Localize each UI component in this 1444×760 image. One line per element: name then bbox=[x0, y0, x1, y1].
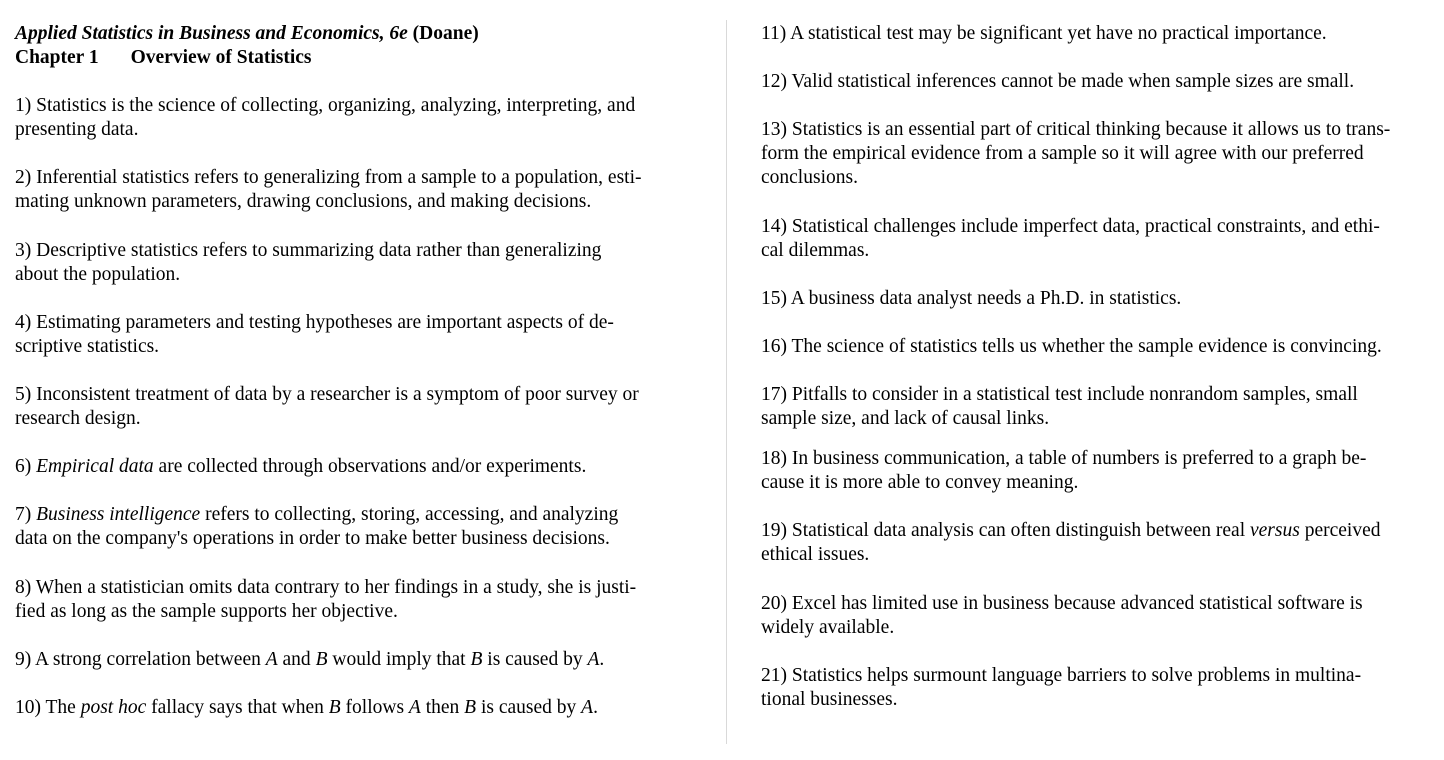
question-20-line-2: widely available. bbox=[761, 617, 895, 638]
question-10-line-1 bbox=[15, 696, 598, 720]
question-2-line-1: 2) Inferential statistics refers to generalizing from a sample to a population, esti- bbox=[15, 167, 642, 188]
question-19-text-b: perceived bbox=[1304, 520, 1381, 541]
question-10-var-b: A bbox=[408, 697, 421, 718]
question-5-line-2: research design. bbox=[15, 408, 141, 429]
question-11-line-1: 11) A statistical test may be significant yet have no practical importance. bbox=[761, 23, 1327, 44]
question-2 bbox=[15, 166, 642, 214]
question-13-line-2: form the empirical evidence from a sample so it will agree with our preferred bbox=[761, 143, 1364, 164]
question-20 bbox=[761, 592, 1363, 640]
book-title-line bbox=[15, 22, 479, 46]
question-9-text-c: would imply that bbox=[332, 649, 466, 670]
question-9 bbox=[15, 648, 604, 672]
question-9-period: . bbox=[599, 649, 605, 670]
question-4-line-1: 4) Estimating parameters and testing hypotheses are important aspects of de- bbox=[15, 312, 614, 333]
question-13 bbox=[761, 118, 1390, 190]
question-6-text: are collected through observations and/or experiments. bbox=[158, 456, 587, 477]
question-19-text-a: 19) Statistical data analysis can often distinguish between real bbox=[761, 520, 1246, 541]
question-6-term: Empirical data bbox=[36, 456, 154, 477]
question-19-line-1 bbox=[761, 519, 1381, 543]
chapter-heading bbox=[15, 46, 311, 70]
question-14-line-1: 14) Statistical challenges include imperfect data, practical constraints, and ethi- bbox=[761, 216, 1380, 237]
question-21-line-1: 21) Statistics helps surmount language barriers to solve problems in multina- bbox=[761, 665, 1362, 686]
question-10-text-b: fallacy says that when bbox=[151, 697, 324, 718]
question-9-var-a: A bbox=[265, 649, 278, 670]
question-10-term: post hoc bbox=[80, 697, 147, 718]
question-17-line-2: sample size, and lack of causal links. bbox=[761, 408, 1050, 429]
chapter-label: Chapter 1 bbox=[15, 47, 99, 68]
question-9-var-c: B bbox=[470, 649, 483, 670]
question-1-line-1: 1) Statistics is the science of collecting, organizing, analyzing, interpreting, and bbox=[15, 95, 636, 116]
question-18-line-1: 18) In business communication, a table of numbers is preferred to a graph be- bbox=[761, 448, 1367, 469]
question-14 bbox=[761, 215, 1380, 263]
question-7-line-1 bbox=[15, 503, 618, 527]
question-18-line-2: cause it is more able to convey meaning. bbox=[761, 472, 1079, 493]
question-1 bbox=[15, 94, 635, 142]
question-6 bbox=[15, 455, 586, 479]
question-9-line-1 bbox=[15, 648, 604, 672]
question-9-text-a: 9) A strong correlation between bbox=[15, 649, 261, 670]
question-14-line-2: cal dilemmas. bbox=[761, 240, 870, 261]
question-7 bbox=[15, 503, 618, 551]
question-11 bbox=[761, 22, 1327, 46]
question-10-text-a: 10) The bbox=[15, 697, 76, 718]
question-4 bbox=[15, 311, 614, 359]
question-3 bbox=[15, 239, 601, 287]
chapter-title: Overview of Statistics bbox=[130, 47, 312, 68]
question-7-line-2: data on the company's operations in order to make better business decisions. bbox=[15, 528, 610, 549]
column-divider bbox=[726, 20, 727, 744]
question-19-line-2: ethical issues. bbox=[761, 544, 870, 565]
question-4-line-2: scriptive statistics. bbox=[15, 336, 160, 357]
question-16 bbox=[761, 335, 1382, 359]
question-18 bbox=[761, 447, 1366, 495]
question-5 bbox=[15, 383, 639, 431]
question-21 bbox=[761, 664, 1361, 712]
question-10 bbox=[15, 696, 598, 720]
question-13-line-1: 13) Statistics is an essential part of critical thinking because it allows us to trans- bbox=[761, 119, 1391, 140]
question-10-text-c: follows bbox=[345, 697, 405, 718]
book-author: (Doane) bbox=[412, 23, 479, 44]
question-10-text-e: is caused by bbox=[480, 697, 577, 718]
question-9-text-d: is caused by bbox=[487, 649, 583, 670]
question-16-line-1: 16) The science of statistics tells us whether the sample evidence is convincing. bbox=[761, 336, 1382, 357]
question-10-var-d: A bbox=[581, 697, 594, 718]
question-3-line-2: about the population. bbox=[15, 264, 181, 285]
question-10-text-d: then bbox=[425, 697, 460, 718]
question-12 bbox=[761, 70, 1354, 94]
question-8-line-2: fied as long as the sample supports her objective. bbox=[15, 601, 398, 622]
question-19-term: versus bbox=[1250, 520, 1300, 541]
question-6-line-1 bbox=[15, 455, 586, 479]
question-15 bbox=[761, 287, 1181, 311]
question-1-line-2: presenting data. bbox=[15, 119, 139, 140]
question-7-term: Business intelligence bbox=[36, 504, 201, 525]
question-19 bbox=[761, 519, 1381, 567]
question-10-var-c: B bbox=[464, 697, 477, 718]
question-8-line-1: 8) When a statistician omits data contrary to her findings in a study, she is justi- bbox=[15, 577, 637, 598]
question-13-line-3: conclusions. bbox=[761, 167, 858, 188]
question-17 bbox=[761, 383, 1358, 431]
question-2-line-2: mating unknown parameters, drawing conclusions, and making decisions. bbox=[15, 191, 592, 212]
question-20-line-1: 20) Excel has limited use in business because advanced statistical software is bbox=[761, 593, 1363, 614]
question-17-line-1: 17) Pitfalls to consider in a statistical test include nonrandom samples, small bbox=[761, 384, 1358, 405]
question-9-var-d: A bbox=[587, 649, 600, 670]
question-9-var-b: B bbox=[315, 649, 328, 670]
question-10-period: . bbox=[593, 697, 598, 718]
question-3-line-1: 3) Descriptive statistics refers to summarizing data rather than generalizing bbox=[15, 240, 602, 261]
question-7-text: refers to collecting, storing, accessing, and analyzing bbox=[205, 504, 619, 525]
question-10-var-a: B bbox=[328, 697, 341, 718]
question-15-line-1: 15) A business data analyst needs a Ph.D. in statistics. bbox=[761, 288, 1182, 309]
question-6-number: 6) bbox=[15, 456, 32, 477]
question-9-text-b: and bbox=[282, 649, 311, 670]
question-12-line-1: 12) Valid statistical inferences cannot be made when sample sizes are small. bbox=[761, 71, 1355, 92]
book-title: Applied Statistics in Business and Economics, 6e bbox=[15, 23, 408, 44]
question-7-number: 7) bbox=[15, 504, 32, 525]
question-8 bbox=[15, 576, 636, 624]
question-21-line-2: tional businesses. bbox=[761, 689, 898, 710]
question-5-line-1: 5) Inconsistent treatment of data by a researcher is a symptom of poor survey or bbox=[15, 384, 639, 405]
